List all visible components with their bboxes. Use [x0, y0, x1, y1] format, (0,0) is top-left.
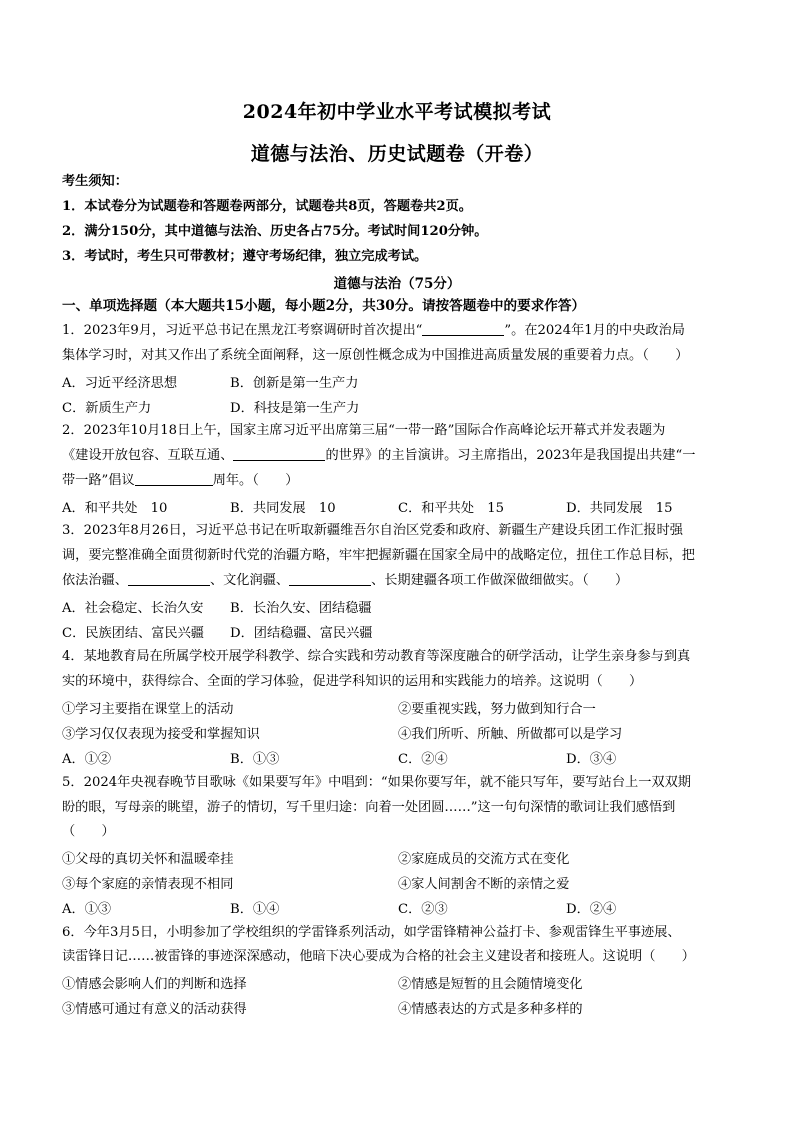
question-4-option-a: A．①② [62, 752, 112, 767]
question-1-text-b: ”。在2024年1月的中央政治局 [504, 323, 685, 338]
question-3-line-1: 3．2023年8月26日，习近平总书记在听取新疆维吾尔自治区党委和政府、新疆生产建设兵团工作汇报时强 [62, 523, 683, 538]
question-3-option-c: C．民族团结、富民兴疆 [62, 626, 204, 641]
question-3-line-3 [62, 570, 628, 592]
question-1-option-a: A．习近平经济思想 [62, 376, 178, 391]
question-5-option-b: B．①④ [230, 902, 280, 917]
question-2-option-d: D．共同发展 15 [566, 501, 673, 516]
answer-blank [233, 446, 325, 461]
subject-heading: 道德与法治（75分） [333, 276, 461, 292]
question-1-option-c: C．新质生产力 [62, 401, 152, 416]
question-4-statement-4: ④我们所听、所触、所做都可以是学习 [398, 727, 623, 742]
answer-blank [422, 321, 504, 336]
question-4-statement-3: ③学习仅仅表现为接受和掌握知识 [62, 727, 260, 742]
question-4-line-1: 4．某地教育局在所属学校开展学科教学、综合实践和劳动教育等深度融合的研学活动，让学生亲身参与到真 [62, 649, 691, 664]
answer-blank [128, 571, 210, 586]
exam-subtitle: 道德与法治、历史试题卷（开卷） [250, 143, 544, 165]
question-4-option-c: C．②④ [398, 752, 448, 767]
question-6-statement-3: ③情感可通过有意义的活动获得 [62, 1002, 247, 1017]
question-4-option-d: D．③④ [566, 752, 617, 767]
question-2-option-b: B．共同发展 10 [230, 501, 336, 516]
question-4-line-2: 实的环境中，获得综合、全面的学习体验，促进学科知识的运用和实践能力的培养。这说明（ ） [62, 674, 643, 689]
question-6-line-1: 6．今年3月5日，小明参加了学校组织的学雷锋系列活动，如学雷锋精神公益打卡、参观雷锋生平事迹展、 [62, 925, 681, 940]
question-5-option-d: D．②④ [566, 902, 617, 917]
question-2-line-1: 2．2023年10月18日上午，国家主席习近平出席第三届“一带一路”国际合作高峰论坛开幕式并发表题为 [62, 423, 666, 438]
question-3-text-c: 、长期建疆各项工作做深做细做实。（ ） [371, 573, 629, 588]
notice-item-1: 1．本试卷分为试题卷和答题卷两部分，试题卷共8页，答题卷共2页。 [62, 199, 472, 214]
notice-item-2: 2．满分150分，其中道德与法治、历史各占75分。考试时间120分钟。 [62, 224, 488, 239]
question-5-option-c: C．②③ [398, 902, 448, 917]
question-2-text-a: 《建设开放包容、互联互通、 [62, 448, 234, 463]
question-4-option-b: B．①③ [230, 752, 280, 767]
question-2-line-3 [62, 470, 298, 492]
question-3-option-b: B．长治久安、团结稳疆 [230, 601, 372, 616]
exam-title: 2024年初中学业水平考试模拟考试 [242, 101, 552, 123]
question-1-option-b: B．创新是第一生产力 [230, 376, 359, 391]
question-2-line-2 [62, 445, 695, 467]
question-6-statement-1: ①情感会影响人们的判断和选择 [62, 977, 247, 992]
question-3-line-2: 调，要完整准确全面贯彻新时代党的治疆方略，牢牢把握新疆在国家全局中的战略定位，扭住工作总目标，把 [62, 548, 695, 563]
section-heading: 一、单项选择题（本大题共15小题，每小题2分，共30分。请按答题卷中的要求作答） [62, 298, 586, 314]
question-1-line-1 [62, 320, 685, 342]
question-2-option-a: A．和平共处 10 [62, 501, 168, 516]
question-5-statement-1: ①父母的真切关怀和温暖牵挂 [62, 852, 234, 867]
notice-heading: 考生须知： [62, 174, 128, 189]
question-6-statement-4: ④情感表达的方式是多种多样的 [398, 1002, 583, 1017]
question-3-text-a: 依法治疆、 [62, 573, 128, 588]
question-1-text-a: 1．2023年9月，习近平总书记在黑龙江考察调研时首次提出“ [62, 323, 423, 338]
question-4-statement-2: ②要重视实践，努力做到知行合一 [398, 702, 596, 717]
notice-item-3: 3．考试时，考生只可带教材；遵守考场纪律，独立完成考试。 [62, 249, 428, 264]
question-3-option-d: D．团结稳疆、富民兴疆 [230, 626, 373, 641]
question-2-text-b: 的世界》的主旨演讲。习主席指出，2023年是我国提出共建“一 [325, 448, 696, 463]
question-2-text-d: 周年。（ ） [212, 473, 299, 488]
question-6-line-2: 读雷锋日记……被雷锋的事迹深深感动，他暗下决心要成为合格的社会主义建设者和接班人。这说明（ ） [62, 949, 695, 964]
question-5-statement-4: ④家人间割舍不断的亲情之爱 [398, 877, 570, 892]
question-1-option-d: D．科技是第一生产力 [230, 401, 360, 416]
question-5-line-1: 5．2024年央视春晚节目歌咏《如果要写年》中唱到：“如果你要写年，就不能只写年，要写站台上一双双期 [62, 775, 691, 790]
question-3-text-b: 、文化润疆、 [209, 573, 290, 588]
question-5-line-2: 盼的眼，写母亲的眺望，游子的情切，写千里归途：向着一处团圆……”这一句句深情的歌词让我们感悟到 [62, 800, 676, 815]
question-3-option-a: A．社会稳定、长治久安 [62, 601, 204, 616]
question-2-option-c: C．和平共处 15 [398, 501, 504, 516]
question-6-statement-2: ②情感是短暂的且会随情境变化 [398, 977, 583, 992]
question-5-line-3: （ ） [62, 824, 115, 839]
answer-blank [289, 571, 371, 586]
answer-blank [135, 471, 213, 486]
question-2-text-c: 带一路”倡议 [62, 473, 135, 488]
question-5-statement-2: ②家庭成员的交流方式在变化 [398, 852, 570, 867]
question-4-statement-1: ①学习主要指在课堂上的活动 [62, 702, 234, 717]
question-1-line-2: 集体学习时，对其又作出了系统全面阐释，这一原创性概念成为中国推进高质量发展的重要着力点。（ ） [62, 348, 689, 363]
question-5-statement-3: ③每个家庭的亲情表现不相同 [62, 877, 234, 892]
question-5-option-a: A．①③ [62, 902, 112, 917]
